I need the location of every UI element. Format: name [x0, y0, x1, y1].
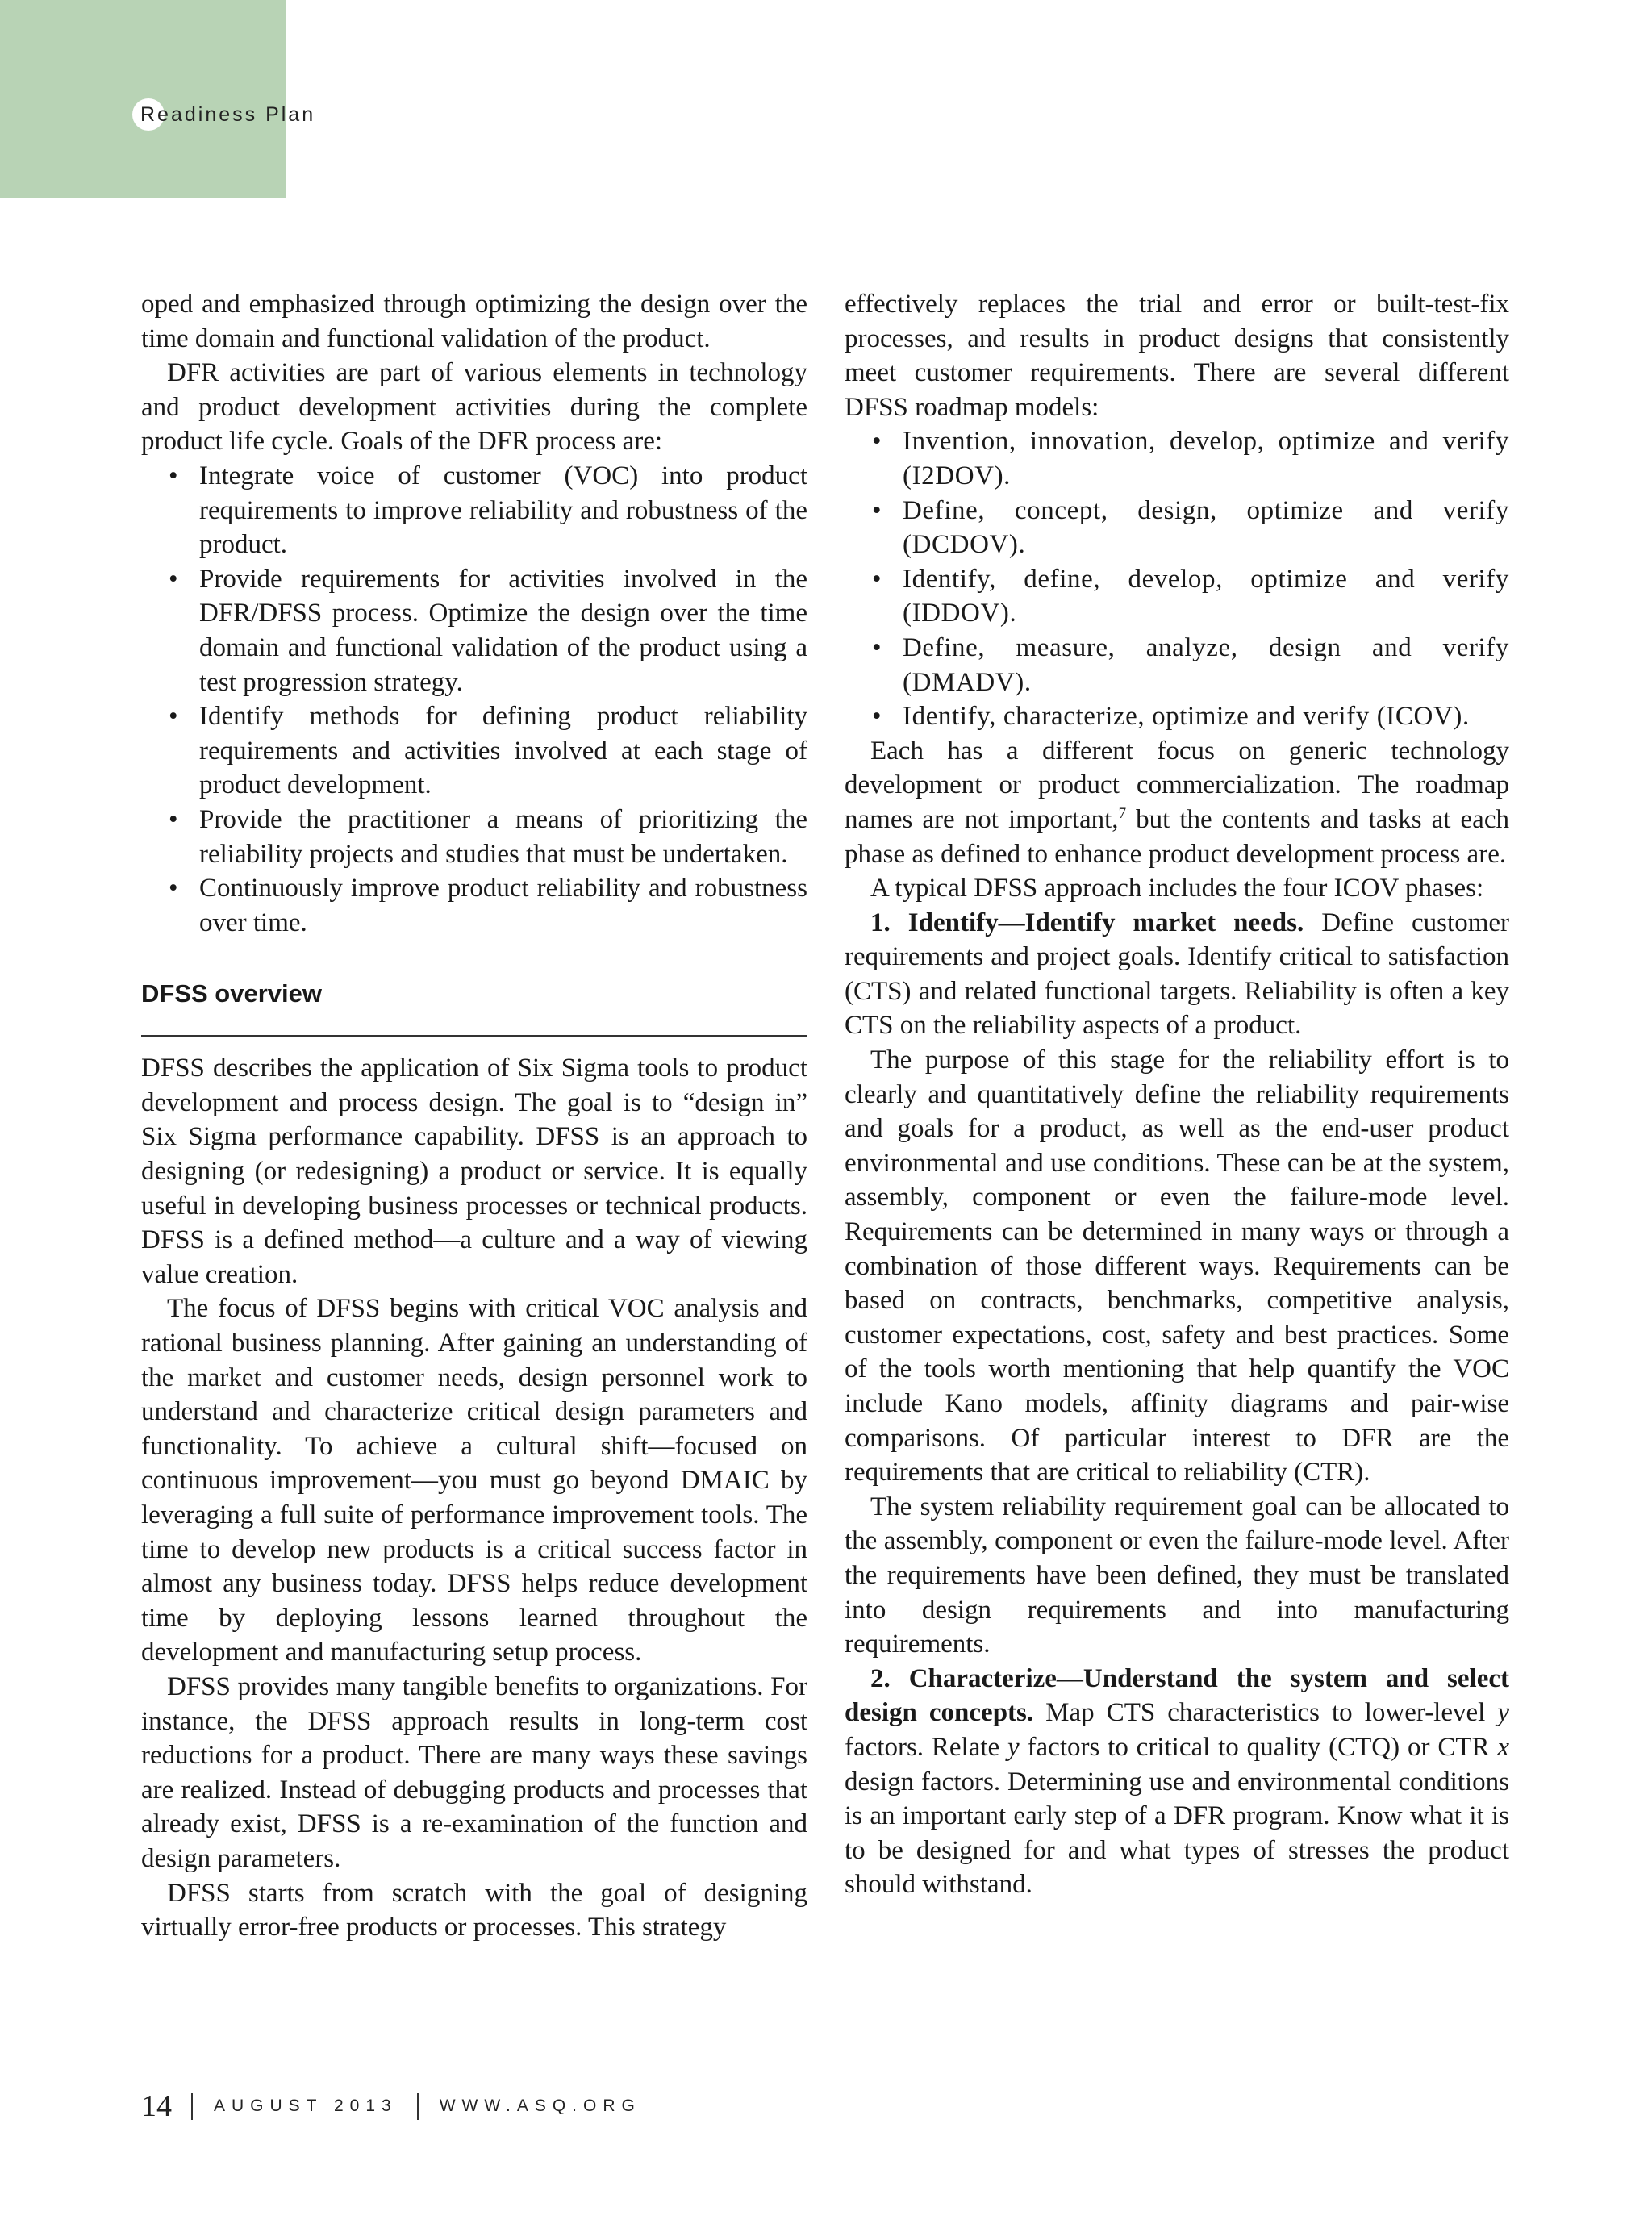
- paragraph: The system reliability requirement goal can be allocated to the assembly, component or even the failure-mode level. After the requirements have been defined, they must be translated into design requirements and into manufacturing requirements.: [845, 1492, 1509, 1659]
- paragraph: [845, 734, 1509, 871]
- dfr-goals-list: [141, 459, 807, 940]
- list-item: • Provide the practitioner a means of prioritizing the reliability projects and studies that must be undertaken.: [141, 803, 807, 871]
- footer-divider: [417, 2093, 419, 2120]
- page-footer: [141, 2086, 641, 2126]
- paragraph: A typical DFSS approach includes the four ICOV phases:: [870, 874, 1484, 903]
- section-tab: [129, 97, 315, 132]
- paragraph: effectively replaces the trial and error or built-test-fix processes, and results in product designs that consistently meet customer requirements. There are several different DFSS roadmap models:: [845, 290, 1509, 422]
- paragraph: [845, 906, 1509, 1043]
- variable: x: [1497, 1732, 1509, 1762]
- list-item: • Define, concept, design, optimize and verify (DCDOV).: [845, 494, 1509, 562]
- section-heading: DFSS overview: [141, 979, 322, 1008]
- right-column: [845, 287, 1509, 1902]
- page-number: 14: [141, 2089, 172, 2123]
- paragraph: DFR activities are part of various elements in technology and product development activities during the complete product life cycle. Goals of the DFR process are:: [141, 358, 807, 457]
- paragraph: The focus of DFSS begins with critical VOC analysis and rational business planning. After gaining an understanding of the market and customer needs, design personnel work to understand and characterize critical design parameters and functionality. To achieve a cultural shift—focused on continuous improvement—you must go beyond DMAIC by leveraging a full suite of performance improvement tools. The time to develop new products is a critical success factor in almost any business today. DFSS helps reduce development time by deploying lessons learned throughout the development and manufacturing setup process.: [141, 1294, 807, 1667]
- paragraph-text: Each has a different focus on generic technology development or product commercialization. The roadmap names are not important,: [845, 736, 1509, 834]
- footer-divider: [191, 2093, 193, 2120]
- list-item: • Continuously improve product reliability and robustness over time.: [141, 871, 807, 940]
- paragraph-text: Define customer requirements and project goals. Identify critical to satisfaction (CTS) and related functional targets. Reliability is often a key CTS on the reliability aspects of a product.: [845, 908, 1510, 1041]
- list-item: • Identify methods for defining product reliability requirements and activities involved at each stage of product development.: [141, 699, 807, 803]
- heading-divider: [141, 1035, 807, 1037]
- list-item: • Identify, define, develop, optimize and verify (IDDOV).: [845, 562, 1509, 631]
- phase-heading: 2. Characterize—Understand the system and select design concepts.: [845, 1663, 1509, 1728]
- paragraph: DFSS provides many tangible benefits to organizations. For instance, the DFSS approach results in long-term cost reductions for a product. There are many ways these savings are realized. Instead of debugging products and processes that already exist, DFSS is a re-examination of the function and design parameters.: [141, 1671, 807, 1873]
- paragraph: DFSS describes the application of Six Sigma tools to product development and process design. The goal is to “design in” Six Sigma performance capability. DFSS is an approach to designing (or redesigning) a product or service. It is equally useful in developing business processes or technical products. DFSS is a defined method—a culture and a way of viewing value creation.: [141, 1054, 807, 1289]
- list-item: • Define, measure, analyze, design and verify (DMADV).: [845, 631, 1509, 699]
- footnote-ref: 7: [1118, 804, 1127, 822]
- paragraph-text: Map CTS characteristics to lower-level: [1033, 1698, 1498, 1728]
- issue-date: AUGUST 2013: [214, 2097, 398, 2115]
- website-link[interactable]: WWW.ASQ.ORG: [439, 2097, 641, 2115]
- paragraph: DFSS starts from scratch with the goal of designing virtually error-free products or processes. This strategy: [141, 1878, 807, 1942]
- list-item: • Provide requirements for activities involved in the DFR/DFSS process. Optimize the design over the time domain and functional validation of the product using a test progression strategy.: [141, 562, 807, 699]
- left-column: [141, 287, 807, 1945]
- list-item: • Integrate voice of customer (VOC) into product requirements to improve reliability and robustness of the product.: [141, 459, 807, 562]
- roadmap-models-list: [845, 424, 1509, 733]
- paragraph: oped and emphasized through optimizing the design over the time domain and functional validation of the product.: [141, 290, 807, 353]
- phase-heading: 1. Identify—Identify market needs.: [870, 908, 1304, 937]
- paragraph-text: design factors. Determining use and environmental conditions is an important early step of a DFR program. Know what it is to be designed for and what types of stresses the product should withstand.: [845, 1767, 1509, 1900]
- list-item: • Identify, characterize, optimize and verify (ICOV).: [845, 699, 1509, 734]
- paragraph-text: factors. Relate: [845, 1732, 1008, 1762]
- list-item: • Invention, innovation, develop, optimize and verify (I2DOV).: [845, 424, 1509, 493]
- section-label: Readiness Plan: [140, 102, 316, 126]
- variable: y: [1007, 1732, 1020, 1762]
- paragraph: [845, 1662, 1509, 1902]
- paragraph-text: factors to critical to quality (CTQ) or CTR: [1019, 1732, 1498, 1762]
- paragraph-text: but the contents and tasks at each phase as defined to enhance product development process are.: [845, 804, 1509, 869]
- paragraph: The purpose of this stage for the reliability effort is to clearly and quantitatively define the reliability requirements and goals for a product, as well as the end-user product environmental and use conditions. These can be at the system, assembly, component or even the failure-mode level. Requirements can be determined in many ways or through a combination of those different ways. Requirements can be based on contracts, benchmarks, competitive analysis, customer expectations, cost, safety and best practices. Some of the tools worth mentioning that help quantify the VOC include Kano models, affinity diagrams and pair-wise comparisons. Of particular interest to DFR are the requirements that are critical to reliability (CTR).: [845, 1045, 1509, 1488]
- variable: y: [1497, 1698, 1510, 1728]
